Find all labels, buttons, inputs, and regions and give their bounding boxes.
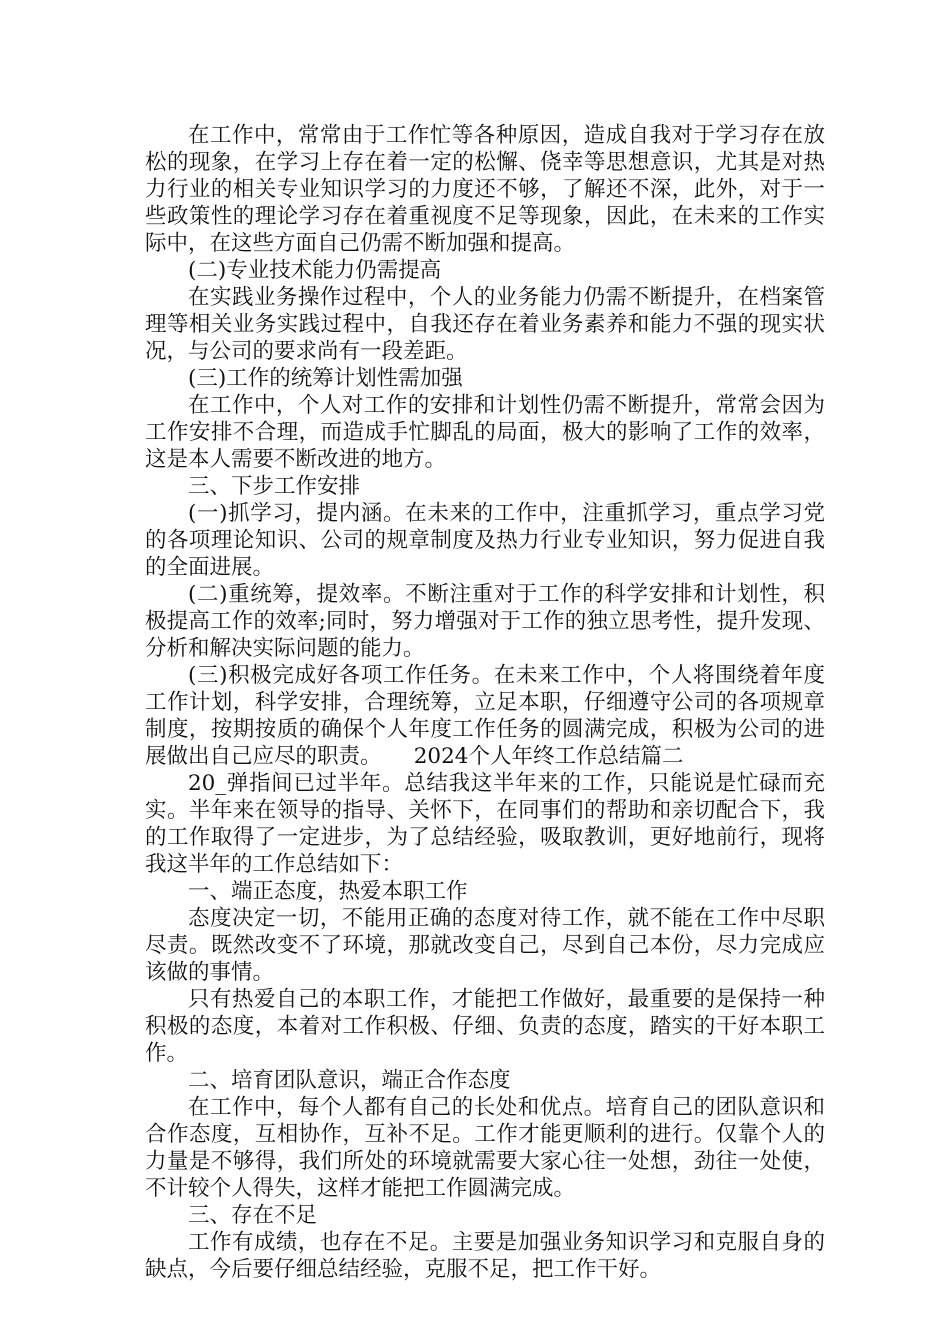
paragraph-study-shortcomings: 在工作中，常常由于工作忙等各种原因，造成自我对于学习存在放松的现象，在学习上存在着一定的松懈、侥幸等思想意识，尤其是对热力行业的相关专业知识学习的力度还不够，了解还不深，此外，对于一些政策性的理论学习存在着重视度不足等现象，因此，在未来的工作实际中，在这些方面自己仍需不断加强和提高。 (145, 123, 825, 256)
paragraph-attitude: 态度决定一切，不能用正确的态度对待工作，就不能在工作中尽职尽责。既然改变不了环境，那就改变自己，尽到自己本份，尽力完成应该做的事情。 (145, 906, 825, 985)
heading-technical-ability: (二)专业技术能力仍需提高 (188, 258, 442, 283)
paragraph-love-work: 只有热爱自己的本职工作，才能把工作做好，最重要的是保持一种积极的态度，本着对工作积极、仔细、负责的态度，踏实的干好本职工作。 (145, 987, 825, 1066)
paragraph-technical-ability: 在实践业务操作过程中，个人的业务能力仍需不断提升，在档案管理等相关业务实践过程中，自我还存在着业务素养和能力不强的现实状况，与公司的要求尚有一段差距。 (145, 285, 825, 364)
paragraph-planning: 在工作中，个人对工作的安排和计划性仍需不断提升，常常会因为工作安排不合理，而造成手忙脚乱的局面，极大的影响了工作的效率，这是本人需要不断改进的地方。 (145, 393, 825, 472)
paragraph-teamwork: 在工作中，每个人都有自己的长处和优点。培育自己的团队意识和合作态度，互相协作，互补不足。工作才能更顺利的进行。仅靠个人的力量是不够得，我们所处的环境就需要大家心往一处想，劲往一处使，不计较个人得失，这样才能把工作圆满完成。 (145, 1095, 825, 1201)
paragraph-next-step-tasks: (三)积极完成好各项工作任务。在未来工作中，个人将围绕着年度工作计划，科学安排，合理统筹，立足本职，仔细遵守公司的各项规章制度，按期按质的确保个人年度工作任务的圆满完成，积极为公司的进展做出自己应尽的职责。 2024个人年终工作总结篇二 (145, 663, 825, 769)
heading-teamwork: 二、培育团队意识，端正合作态度 (188, 1068, 511, 1093)
paragraph-shortcomings: 工作有成绩，也存在不足。主要是加强业务知识学习和克服自身的缺点，今后要仔细总结经验，克服不足，把工作干好。 (145, 1230, 825, 1282)
heading-planning: (三)工作的统筹计划性需加强 (188, 366, 463, 391)
heading-shortcomings: 三、存在不足 (188, 1203, 318, 1228)
paragraph-next-step-study: (一)抓学习，提内涵。在未来的工作中，注重抓学习，重点学习党的各项理论知识、公司的规章制度及热力行业专业知识，努力促进自我的全面进展。 (145, 501, 825, 580)
document-page (145, 122, 825, 1283)
heading-attitude: 一、端正态度，热爱本职工作 (188, 879, 468, 904)
paragraph-next-step-efficiency: (二)重统筹，提效率。不断注重对于工作的科学安排和计划性，积极提高工作的效率;同时，努力增强对于工作的独立思考性，提升发现、分析和解决实际问题的能力。 (145, 582, 825, 661)
paragraph-half-year-intro: 20_弹指间已过半年。总结我这半年来的工作，只能说是忙碌而充实。半年来在领导的指导、关怀下，在同事们的帮助和亲切配合下，我的工作取得了一定进步，为了总结经验，吸取教训，更好地前行，现将我这半年的工作总结如下： (145, 771, 825, 877)
heading-next-steps: 三、下步工作安排 (188, 474, 361, 499)
